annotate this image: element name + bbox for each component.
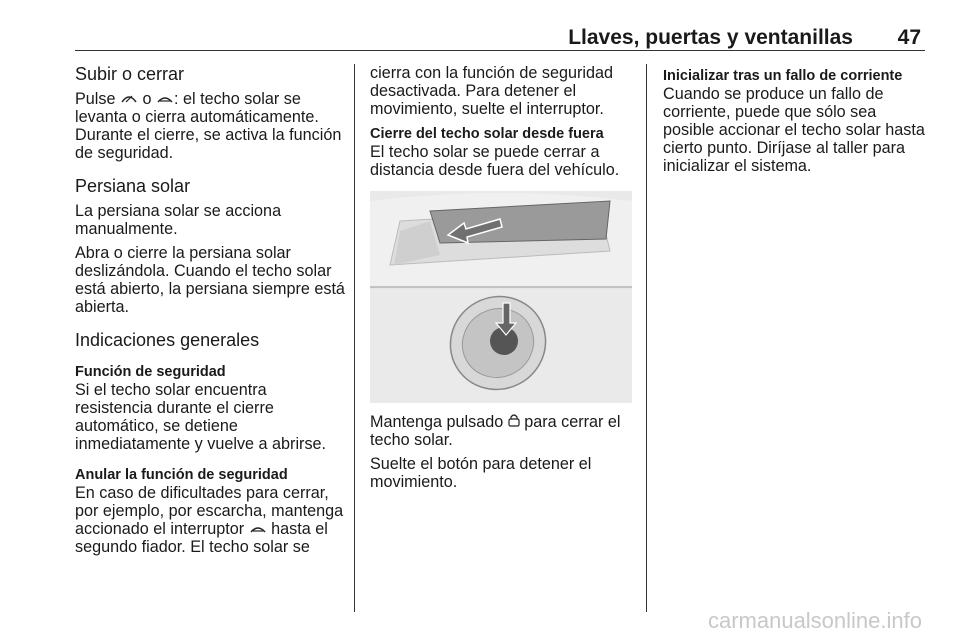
column-1: [75, 64, 345, 562]
tilt-switch-icon: [120, 92, 138, 107]
close-switch-icon: [249, 522, 267, 537]
illustration-sunroof-key: [370, 191, 632, 403]
page-number: 47: [897, 26, 921, 49]
heading-remote-close: Cierre del techo solar desde fuera: [370, 126, 604, 142]
text-hold-pre: Mantenga pulsado: [370, 413, 508, 431]
heading-safety: Función de seguridad: [75, 364, 226, 380]
paragraph-hold: [370, 413, 632, 449]
text-hold-post: para cerrar el techo solar.: [370, 413, 621, 449]
column-divider-2: [646, 64, 647, 612]
column-2: [370, 64, 632, 497]
sunroof-key-drawing: [370, 191, 632, 403]
paragraph-safety: Si el techo solar encuentra resistencia durante el cierre automático, se detiene inmediatamente y vuelve a abrirse.: [75, 381, 327, 453]
text-or: o: [138, 90, 156, 108]
lock-button-icon: [508, 413, 520, 430]
heading-override: Anular la función de seguridad: [75, 467, 288, 483]
text-override-post: hasta el segundo fiador. El techo solar se: [75, 520, 328, 556]
column-3: [663, 64, 928, 181]
heading-general: Indicaciones generales: [75, 330, 260, 350]
paragraph-sunshade-2: Abra o cierre la persiana solar deslizándola. Cuando el techo solar está abierto, la persiana siempre está abierta.: [75, 244, 345, 316]
close-switch-icon: [156, 92, 174, 107]
column-divider-1: [354, 64, 355, 612]
paragraph-open-close: [75, 90, 345, 162]
paragraph-remote: El techo solar se puede cerrar a distancia desde fuera del vehículo.: [370, 143, 620, 179]
paragraph-sunshade-1: La persiana solar se acciona manualmente.: [75, 202, 282, 238]
paragraph-continued: cierra con la función de seguridad desactivada. Para detener el movimiento, suelte el interruptor.: [370, 64, 613, 118]
paragraph-override: [75, 484, 345, 556]
section-title: Llaves, puertas y ventanillas: [568, 26, 853, 49]
page-header: [75, 26, 925, 51]
paragraph-release: Suelte el botón para detener el movimiento.: [370, 455, 592, 491]
text-override-pre: En caso de dificultades para cerrar, por ejemplo, por escarcha, mantenga accionado el interruptor: [75, 484, 344, 538]
watermark: carmanualsonline.info: [707, 608, 922, 633]
text-pulse: Pulse: [75, 90, 120, 108]
paragraph-reset: Cuando se produce un fallo de corriente, puede que sólo sea posible accionar el techo solar hasta cierto punto. Diríjase al taller para inicializar el sistema.: [663, 85, 925, 175]
heading-open-close: Subir o cerrar: [75, 64, 185, 84]
heading-sunshade: Persiana solar: [75, 176, 191, 196]
text-auto: : el techo solar se levanta o cierra automáticamente. Durante el cierre, se activa la función de seguridad.: [75, 90, 342, 162]
heading-reset: Inicializar tras un fallo de corriente: [663, 68, 903, 84]
